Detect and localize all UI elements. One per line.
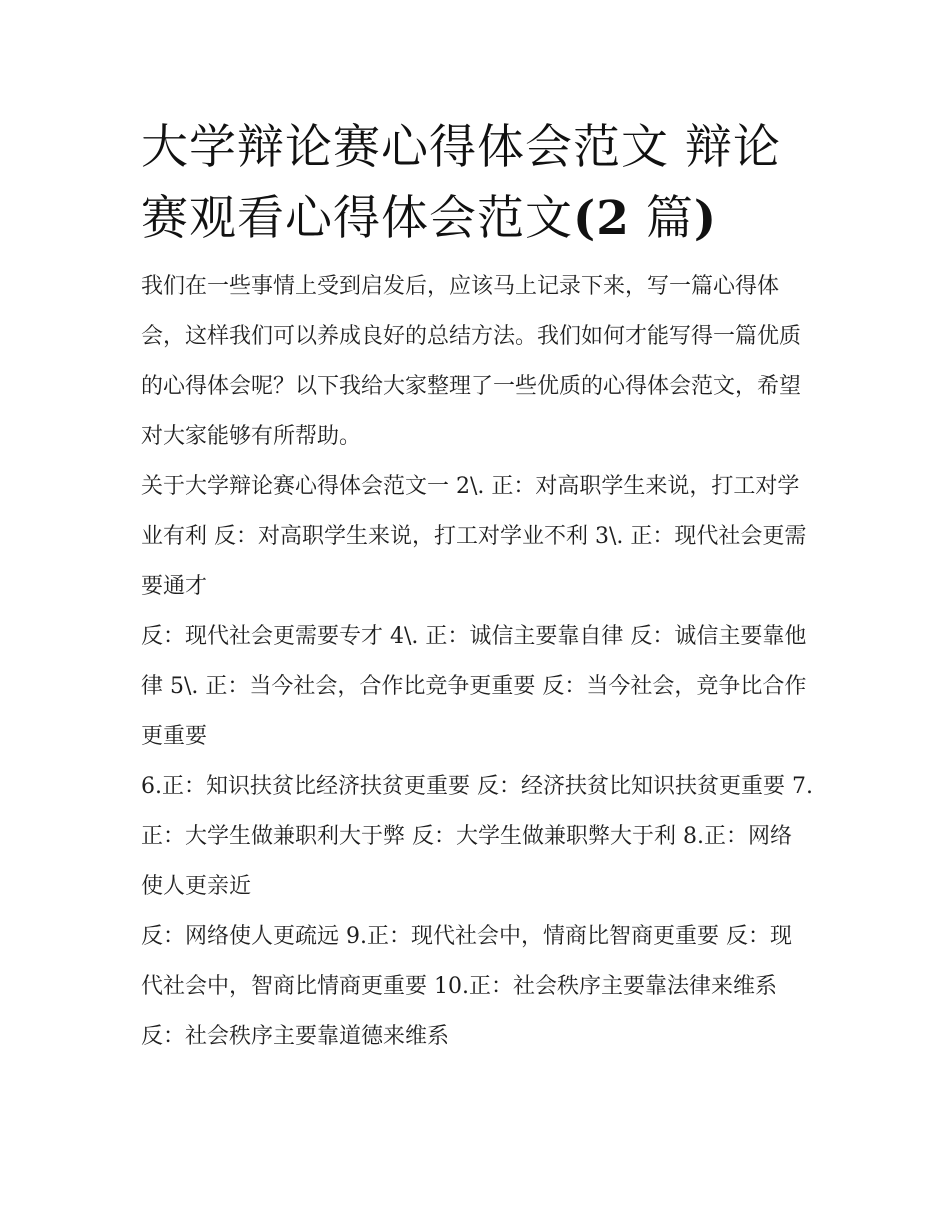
title-count-close: ) xyxy=(693,191,718,246)
title-count-open: (2 xyxy=(573,191,630,246)
document-page xyxy=(141,112,813,1062)
title-text: 大学辩论赛心得体会范文 辩论赛观看心得体会范文 xyxy=(141,120,781,246)
document-title xyxy=(141,112,813,254)
debate-topics-paragraph-3: 6.正：知识扶贫比经济扶贫更重要 反：经济扶贫比知识扶贫更重要 7.正：大学生做兼职利大于弊 反：大学生做兼职弊大于利 8.正：网络使人更亲近 xyxy=(141,774,813,899)
debate-topics-paragraph-4: 反：网络使人更疏远 9.正：现代社会中，情商比智商更重要 反：现代社会中，智商比情商更重要 10.正：社会秩序主要靠法律来维系 反：社会秩序主要靠道德来维系 xyxy=(141,924,792,1049)
intro-paragraph: 我们在一些事情上受到启发后，应该马上记录下来，写一篇心得体会，这样我们可以养成良好的总结方法。我们如何才能写得一篇优质的心得体会呢？以下我给大家整理了一些优质的心得体会范文，希望对大家能够有所帮助。 xyxy=(141,274,802,449)
debate-topics-paragraph-1: 关于大学辩论赛心得体会范文一 2\. 正：对高职学生来说，打工对学业有利 反：对高职学生来说，打工对学业不利 3\. 正：现代社会更需要通才 xyxy=(141,474,807,599)
title-count-unit: 篇 xyxy=(645,191,694,246)
debate-topics-paragraph-2: 反：现代社会更需要专才 4\. 正：诚信主要靠自律 反：诚信主要靠他律 5\. 正：当今社会，合作比竞争更重要 反：当今社会，竞争比合作更重要 xyxy=(141,624,807,749)
